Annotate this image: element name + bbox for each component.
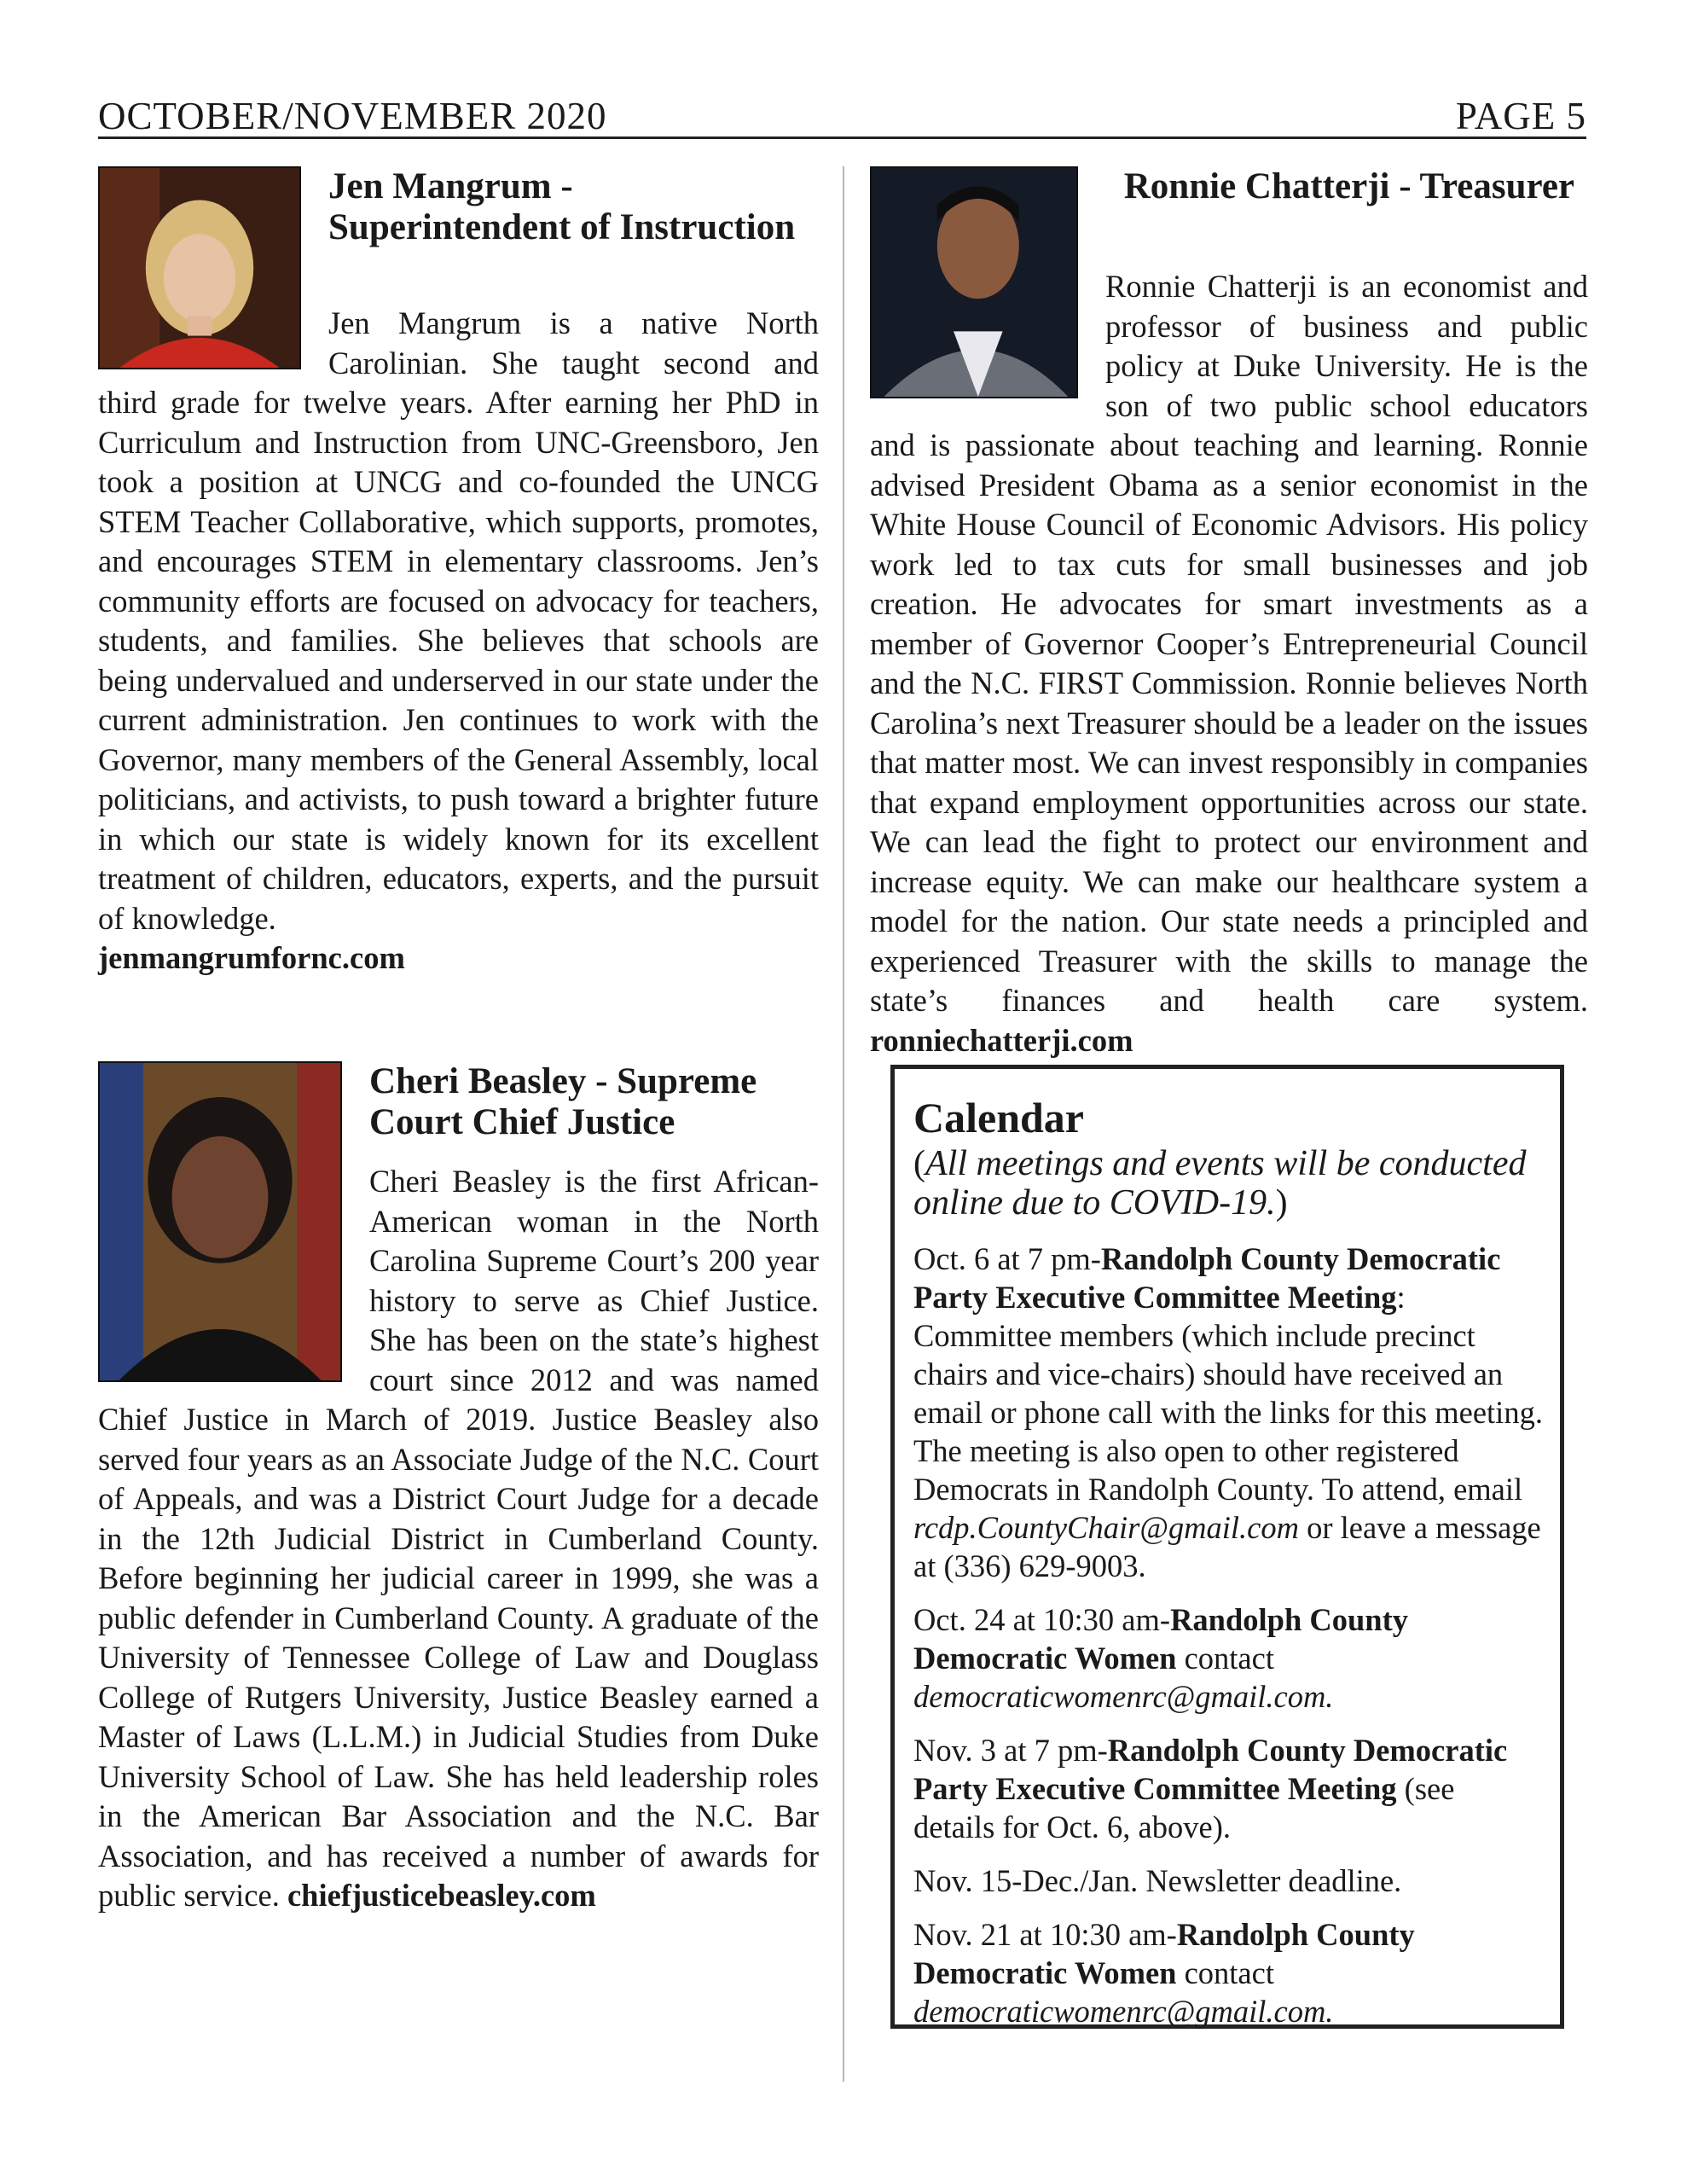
article-ronnie-chatterji [870,166,1588,1060]
calendar-event [913,1915,1543,2030]
event-detail: Committee members (which include precinct chairs and vice-chairs) should have received an email or phone call with the links for this meeting. The meeting is also open to other registered Democrats in Randolph County. To attend, email [913,1318,1543,1507]
event-punct: : [1396,1280,1406,1315]
article-cheri-beasley [98,1061,819,1916]
event-name: Randolph County Democratic Party Executive Committee Meeting [913,1241,1501,1315]
title-line: Cheri Beasley - Supreme [369,1061,757,1101]
event-name: Randolph County Democratic Party Executive Committee Meeting [913,1733,1508,1806]
event-time: Nov. 21 at 10:30 am- [913,1917,1177,1952]
event-detail: contact [1176,1641,1274,1676]
jen-mangrum-photo [98,166,301,369]
issue-date: OCTOBER/NOVEMBER 2020 [98,95,607,137]
body-text: Ronnie Chatterji is an economist and professor of business and public policy at Duke University. He is the son of two public school educators and is passionate about teaching and learning. Ronnie advised President Obama as a senior economist in the White House Council of Economic Advisors. His policy work led to tax cuts for small businesses and job creation. He advocates for smart investments as a member of Governor Cooper’s Entrepreneurial Council and the N.C. FIRST Commission. Ronnie believes North Carolina’s next Treasurer should be a leader on the issues that matter most. We can invest responsibly in companies that expand employment opportunities across our state. We can lead the fight to protect our environment and increase equity. We can make our healthcare system a model for the nation. Our state needs a principled and experienced Treasurer with the skills to manage the state’s finances and health care system. [870,269,1588,1018]
calendar-event [913,1862,1543,1900]
website-link[interactable]: chiefjusticebeasley.com [287,1878,596,1913]
calendar-box [890,1065,1564,2029]
title-line: Court Chief Justice [369,1102,675,1142]
page-header [98,94,1586,139]
website-link[interactable]: ronniechatterji.com [870,1022,1133,1058]
event-email[interactable]: rcdp.CountyChair@gmail.com [913,1510,1299,1545]
event-detail: or leave a message at (336) 629-9003. [913,1510,1541,1583]
article-jen-mangrum [98,166,819,979]
event-detail: Nov. 15-Dec./Jan. Newsletter deadline. [913,1863,1402,1898]
event-email[interactable]: democraticwomenrc@gmail.com. [913,1994,1334,2029]
event-time: Oct. 6 at 7 pm- [913,1241,1101,1276]
calendar-event [913,1240,1543,1585]
calendar-note [913,1144,1543,1223]
title-line: Superintendent of Instruction [328,207,796,247]
event-name: Randolph County Democratic Women [913,1602,1408,1676]
note-paren: ( [913,1144,925,1183]
column-divider [843,166,844,2082]
calendar-title: Calendar [913,1094,1084,1141]
body-text: Jen Mangrum is a native North Carolinian. She taught second and third grade for twelve years. After earning her PhD in Curriculum and Instruction from UNC-Greensboro, Jen took a position at UNCG and co-founded the UNCG STEM Teacher Collaborative, which supports, promotes, and encourages STEM in elementary classrooms. Jen’s community efforts are focused on advocacy for teachers, students, and families. She believes that schools are being undervalued and underserved in our state under the current administration. Jen continues to work with the Governor, many members of the General Assembly, local politicians, and activists, to push toward a brighter future in which our state is widely known for its excellent treatment of children, educators, experts, and the pursuit of knowledge. [98,305,819,936]
website-link[interactable]: jenmangrumfornc.com [98,940,405,975]
cheri-beasley-photo [98,1061,342,1382]
article-title: Ronnie Chatterji - Treasurer [1123,166,1574,206]
event-name: Randolph County Democratic Women [913,1917,1415,1990]
event-email[interactable]: democraticwomenrc@gmail.com. [913,1679,1334,1714]
title-line: Jen Mangrum - [328,166,573,206]
event-detail: (see details for Oct. 6, above). [913,1771,1455,1844]
page-number: PAGE 5 [1455,95,1586,137]
event-time: Nov. 3 at 7 pm- [913,1733,1108,1768]
note-text: All meetings and events will be conducted online due to COVID-19. [913,1144,1527,1223]
note-paren: ) [1275,1183,1288,1223]
calendar-event [913,1731,1543,1846]
event-time: Oct. 24 at 10:30 am- [913,1602,1171,1637]
ronnie-chatterji-photo [870,166,1078,398]
event-detail: contact [1176,1955,1274,1990]
body-text: Cheri Beasley is the first African-American woman in the North Carolina Supreme Court’s 200 year history to serve as Chief Justice. She has been on the state’s highest court since 2012 and was named Chief Justice in March of 2019. Justice Beasley also served four years as an Associate Judge of the N.C. Court of Appeals, and was a District Court Judge for a decade in the 12th Judicial District in Cumberland County. Before beginning her judicial career in 1999, she was a public defender in Cumberland County. A graduate of the University of Tennessee College of Law and Douglass College of Rutgers University, Justice Beasley earned a Master of Laws (L.L.M.) in Judicial Studies from Duke University School of Law. She has held leadership roles in the American Bar Association and the N.C. Bar Association, and has received a number of awards for public service. [98,1164,819,1913]
calendar-event [913,1600,1543,1716]
article-body [98,304,819,979]
